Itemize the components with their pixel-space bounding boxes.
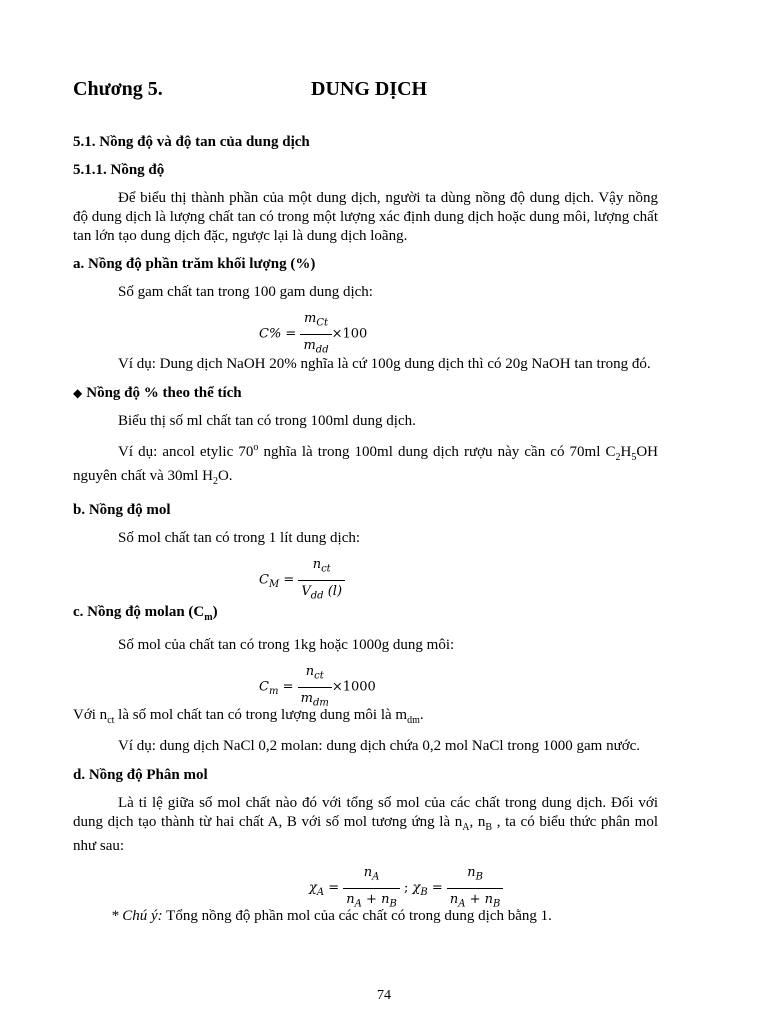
numerator: n bbox=[363, 865, 373, 880]
mole-fraction-formula bbox=[309, 863, 658, 910]
page-number: 74 bbox=[377, 988, 391, 1003]
molarity-lhs: C bbox=[259, 572, 269, 588]
numerator-sub: A bbox=[372, 871, 380, 883]
desc-text-2: , n bbox=[469, 814, 486, 830]
den-n2: n bbox=[381, 891, 390, 907]
numerator-subscript: Ct bbox=[316, 317, 329, 329]
molality-lhs-sub: m bbox=[268, 686, 279, 698]
desc-text-1: Là tỉ lệ giữa số mol chất nào đó với tổng số mol của các chất trong dung dịch. Đối với dung dịch tạo thành từ hai chất A, B với số mol tương ứng là n bbox=[73, 795, 658, 830]
numerator: n bbox=[305, 664, 315, 679]
note-sub-ct: ct bbox=[107, 715, 115, 726]
degree-mark: o bbox=[253, 442, 259, 453]
intro-paragraph: Để biểu thị thành phần của một dung dịch, người ta dùng nồng độ dung dịch. Vậy nồng độ dung dịch là lượng chất tan có trong một lượng xác định dung dịch hoặc dung môi, lượng chất tan lớn tạo dung dịch đặc, ngược lại là dung dịch loãng. bbox=[73, 190, 658, 244]
den-n1: n bbox=[346, 891, 355, 907]
note-text-3: . bbox=[419, 707, 424, 723]
volume-percent-example bbox=[73, 438, 658, 491]
heading-mass-percent: a. Nồng độ phần trăm khối lượng (%) bbox=[73, 256, 316, 272]
denominator-subscript: dd bbox=[310, 590, 324, 602]
example-text-3: OH nguyên chất và 30ml H bbox=[73, 444, 658, 484]
chi-symbol: χ bbox=[309, 880, 317, 896]
desc-text-3: , ta có biểu thức phân mol như sau: bbox=[73, 814, 658, 854]
chapter-title: DUNG DỊCH bbox=[311, 78, 428, 100]
chapter-heading bbox=[73, 78, 673, 104]
desc-sub-a: A bbox=[462, 822, 470, 833]
example-text-4: O. bbox=[217, 468, 233, 484]
numerator: n bbox=[467, 865, 476, 880]
denominator: V bbox=[301, 583, 311, 599]
equals-sign: = bbox=[279, 572, 295, 588]
note-label: * Chú ý: bbox=[111, 908, 163, 924]
formula-sub-2: 2 bbox=[615, 452, 621, 463]
numerator: m bbox=[304, 311, 317, 326]
den-sub-a: A bbox=[354, 898, 362, 910]
note-text-1: Với n bbox=[73, 707, 108, 723]
chi-sub-a: A bbox=[316, 887, 325, 899]
section-heading-5-1-1: 5.1.1. Nồng độ bbox=[73, 162, 165, 178]
heading-molality bbox=[73, 603, 658, 627]
numerator: n bbox=[312, 557, 322, 572]
denominator: m bbox=[300, 690, 313, 706]
note-text: Tổng nồng độ phần mol của các chất có trong dung dịch bằng 1. bbox=[162, 908, 552, 924]
molarity-lhs-sub: M bbox=[268, 579, 280, 591]
equals-sign: = bbox=[278, 679, 294, 695]
heading-mole-fraction: d. Nồng độ Phân mol bbox=[73, 767, 208, 783]
numerator-subscript: ct bbox=[314, 670, 324, 682]
denominator-unit: (l) bbox=[323, 583, 343, 599]
molality-description: Số mol của chất tan có trong 1kg hoặc 1000g dung môi: bbox=[118, 637, 455, 653]
equals-sign: = bbox=[427, 880, 443, 896]
molarity-description: Số mol chất tan có trong 1 lít dung dịch: bbox=[118, 530, 361, 546]
formula-sub-5: 5 bbox=[631, 452, 637, 463]
numerator-sub: B bbox=[475, 871, 484, 883]
heading-volume-percent bbox=[73, 384, 658, 403]
formula-multiplier: ×1000 bbox=[331, 679, 376, 695]
denominator-subscript: dm bbox=[312, 697, 329, 709]
mass-percent-formula bbox=[259, 309, 658, 356]
den-sub-b: B bbox=[493, 898, 501, 910]
section-heading-5-1: 5.1. Nồng độ và độ tan của dung dịch bbox=[73, 134, 310, 150]
fraction-b bbox=[447, 863, 504, 913]
fraction-a bbox=[343, 863, 400, 913]
molarity-formula bbox=[259, 555, 658, 602]
molality-formula bbox=[259, 662, 658, 709]
note-sub-dm: dm bbox=[407, 715, 420, 726]
denominator: m bbox=[303, 337, 316, 353]
mole-fraction-description bbox=[73, 794, 658, 856]
equals-sign: = bbox=[324, 880, 340, 896]
den-n1: n bbox=[449, 891, 459, 907]
denominator-subscript: dd bbox=[315, 344, 329, 356]
den-n2: n bbox=[484, 891, 494, 907]
molarity-fraction bbox=[298, 555, 345, 605]
formula-fraction bbox=[300, 309, 331, 359]
den-sub-a: A bbox=[458, 898, 466, 910]
main-content bbox=[73, 133, 658, 926]
molality-heading-sub: m bbox=[204, 612, 213, 623]
den-sub-b: B bbox=[389, 898, 397, 910]
formula-multiplier: ×100 bbox=[331, 326, 368, 342]
water-sub-2: 2 bbox=[212, 476, 218, 487]
note-text-2: là số mol chất tan có trong lượng dung môi là m bbox=[114, 707, 408, 723]
molality-heading-text: c. Nồng độ molan (C bbox=[73, 604, 205, 620]
chi-sub-b: B bbox=[420, 887, 428, 899]
volume-percent-description: Biểu thị số ml chất tan có trong 100ml dung dịch. bbox=[118, 413, 416, 429]
example-text-2: nghĩa là trong 100ml dung dịch rượu này cần có 70ml C bbox=[258, 444, 616, 460]
numerator-subscript: ct bbox=[321, 563, 331, 575]
molality-note bbox=[73, 706, 658, 730]
example-text-1: Ví dụ: ancol etylic 70 bbox=[118, 444, 254, 460]
formula-lhs: C% = bbox=[259, 326, 297, 342]
desc-sub-b: B bbox=[485, 822, 493, 833]
plus-sign: + bbox=[361, 891, 382, 907]
plus-sign: + bbox=[465, 891, 485, 907]
molality-heading-close: ) bbox=[212, 604, 218, 620]
molality-example: Ví dụ: dung dịch NaCl 0,2 molan: dung dịch chứa 0,2 mol NaCl trong 1000 gam nước. bbox=[118, 738, 641, 754]
molality-fraction bbox=[298, 662, 332, 712]
chi-symbol: χ bbox=[412, 880, 421, 896]
diamond-bullet-icon: ◆ bbox=[73, 386, 83, 400]
mass-percent-description: Số gam chất tan trong 100 gam dung dịch: bbox=[118, 284, 373, 300]
molality-lhs: C bbox=[259, 679, 269, 695]
separator: ; bbox=[399, 880, 413, 896]
mass-percent-example: Ví dụ: Dung dịch NaOH 20% nghĩa là cứ 100g dung dịch thì có 20g NaOH tan trong đó. bbox=[118, 356, 651, 372]
formula-h: H bbox=[620, 444, 632, 460]
heading-molarity: b. Nồng độ mol bbox=[73, 502, 171, 518]
volume-heading-text: Nồng độ % theo thể tích bbox=[86, 385, 242, 401]
chapter-number: Chương 5. bbox=[73, 78, 163, 100]
